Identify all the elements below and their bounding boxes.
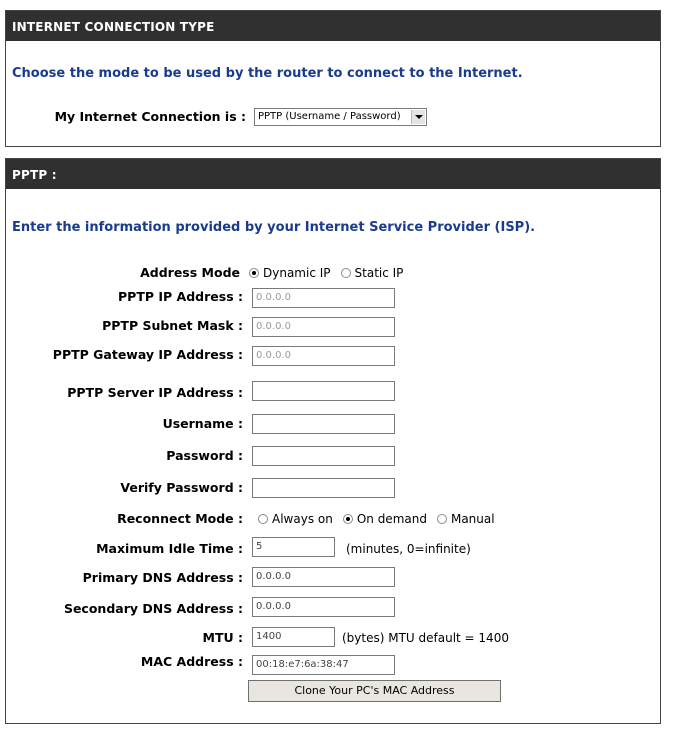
pptp-server-label: PPTP Server IP Address :: [67, 385, 243, 400]
mtu-note: (bytes) MTU default = 1400: [342, 631, 509, 645]
secondary-dns-input[interactable]: 0.0.0.0: [252, 597, 395, 617]
radio-on-demand[interactable]: [343, 514, 353, 524]
connection-type-selected: PPTP (Username / Password): [258, 111, 401, 122]
reconnect-mode-radio-group: [258, 512, 505, 526]
mtu-label: MTU :: [202, 630, 243, 645]
connection-type-description: Choose the mode to be used by the router to connect to the Internet.: [12, 66, 523, 81]
pptp-ip-label: PPTP IP Address :: [118, 289, 243, 304]
mtu-input[interactable]: 1400: [252, 627, 335, 647]
address-mode-label: Address Mode: [140, 265, 240, 280]
radio-on-demand-label: On demand: [356, 512, 427, 526]
radio-dynamic-ip-label: Dynamic IP: [263, 266, 331, 280]
radio-manual-label: Manual: [450, 512, 495, 526]
connection-type-panel: [5, 10, 661, 147]
verify-password-label: Verify Password :: [120, 480, 243, 495]
pptp-subnet-input[interactable]: 0.0.0.0: [252, 317, 395, 337]
idle-time-input[interactable]: 5: [252, 537, 335, 557]
connection-type-header: INTERNET CONNECTION TYPE: [6, 11, 660, 41]
primary-dns-input[interactable]: 0.0.0.0: [252, 567, 395, 587]
mac-input[interactable]: 00:18:e7:6a:38:47: [252, 655, 395, 675]
connection-type-label: My Internet Connection is :: [54, 109, 246, 124]
username-label: Username :: [162, 416, 243, 431]
radio-static-ip-label: Static IP: [354, 266, 404, 280]
password-input[interactable]: [252, 446, 395, 466]
radio-static-ip[interactable]: [341, 268, 351, 278]
verify-password-input[interactable]: [252, 478, 395, 498]
pptp-panel: [5, 158, 661, 724]
clone-mac-button[interactable]: Clone Your PC's MAC Address: [248, 680, 501, 702]
connection-type-select[interactable]: [254, 108, 427, 126]
mac-label: MAC Address :: [140, 654, 243, 669]
idle-time-label: Maximum Idle Time :: [96, 541, 243, 556]
idle-time-note: (minutes, 0=infinite): [346, 542, 471, 556]
radio-dynamic-ip[interactable]: [249, 268, 259, 278]
password-label: Password :: [166, 448, 243, 463]
pptp-subnet-label: PPTP Subnet Mask :: [102, 318, 243, 333]
username-input[interactable]: [252, 414, 395, 434]
pptp-description: Enter the information provided by your Internet Service Provider (ISP).: [12, 220, 536, 235]
secondary-dns-label: Secondary DNS Address :: [63, 601, 243, 616]
radio-manual[interactable]: [437, 514, 447, 524]
reconnect-mode-label: Reconnect Mode :: [117, 511, 243, 526]
pptp-ip-input[interactable]: 0.0.0.0: [252, 288, 395, 308]
address-mode-radio-group: [249, 266, 413, 280]
pptp-header: PPTP :: [6, 159, 660, 189]
chevron-down-icon[interactable]: [411, 110, 425, 124]
pptp-gateway-label: PPTP Gateway IP Address :: [52, 347, 243, 362]
primary-dns-label: Primary DNS Address :: [82, 570, 243, 585]
pptp-server-input[interactable]: [252, 381, 395, 401]
radio-always-on-label: Always on: [272, 512, 333, 526]
radio-always-on[interactable]: [258, 514, 268, 524]
pptp-gateway-input[interactable]: 0.0.0.0: [252, 346, 395, 366]
